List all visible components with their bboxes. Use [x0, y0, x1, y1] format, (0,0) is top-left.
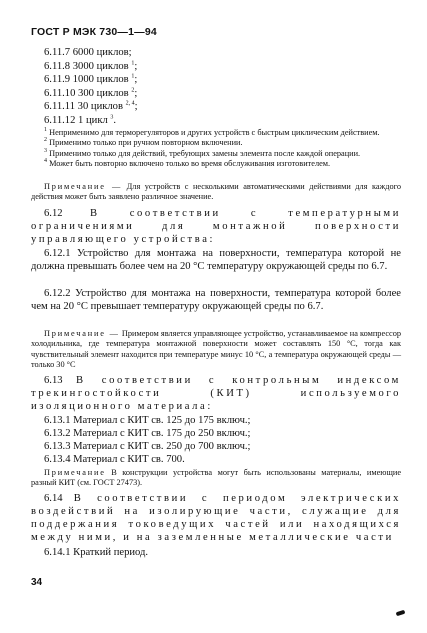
cycle-list-item	[44, 100, 138, 114]
section-6-12-1-text: Устройство для монтажа на поверхности, температура которой не должна превышать более чем на 20 °С температуру окружающей среды по 6.7.	[31, 248, 401, 273]
section-6-12-text: В соответствии с температурными ограничениями для монтажной поверхности управляющего устройства:	[31, 208, 401, 246]
cycle-item-num: 6.11.7	[44, 47, 71, 58]
footnote-num: 4	[44, 158, 47, 165]
kit-list-item	[44, 453, 414, 466]
footnotes	[31, 128, 401, 169]
cycle-item-text: 300 циклов	[78, 87, 129, 99]
kit-item-num: 6.13.1	[44, 415, 71, 426]
cycle-list-item	[44, 60, 138, 74]
cycle-item-num: 6.11.8	[44, 60, 71, 72]
cycle-item-num: 6.11.11	[44, 101, 75, 113]
kit-list-item	[44, 414, 414, 427]
section-6-13-text: В соответствии с контрольным индексом трекингостойкости (КИТ) используемого изоляционного материала:	[31, 375, 401, 413]
section-6-13	[31, 374, 401, 413]
note-3-text: В конструкции устройства могут быть использованы материалы, имеющие разный КИТ (см. ГОСТ 27473).	[31, 468, 401, 488]
footnote-ref: 2	[131, 87, 135, 94]
cycle-item-text: 30 циклов	[77, 101, 123, 113]
cycle-list	[44, 46, 138, 128]
footnote	[31, 128, 401, 138]
footnote	[31, 149, 401, 159]
cycle-item-punct: ;	[134, 60, 138, 72]
cycle-item-punct: .	[113, 114, 117, 126]
footnote-text: Применимо только при ручном повторном включении.	[49, 138, 243, 148]
section-6-14-1-text: Краткий период.	[73, 547, 149, 558]
cycle-list-item	[44, 73, 138, 87]
kit-item-num: 6.13.3	[44, 441, 71, 453]
footnote-text: Неприменимо для терморегуляторов и других устройств с быстрым циклическим действием.	[49, 128, 380, 137]
footnote	[31, 138, 401, 148]
section-6-14-1-num: 6.14.1	[44, 547, 71, 558]
cycle-list-item	[44, 114, 138, 128]
kit-item-text: Материал с КИТ св. 175 до 250 включ.;	[73, 428, 251, 440]
kit-list-item	[44, 440, 414, 453]
kit-item-text: Материал с КИТ св. 250 до 700 включ.;	[73, 441, 251, 453]
cycle-item-text: 3000 циклов	[72, 60, 129, 72]
section-6-13-num: 6.13	[44, 375, 63, 386]
kit-item-text: Материал с КИТ св. 700.	[73, 454, 185, 466]
page-number: 34	[31, 577, 43, 588]
cycle-item-text: 6000 циклов;	[72, 47, 132, 58]
kit-item-num: 6.13.2	[44, 428, 71, 440]
note-1-text: Для устройств с несколькими автоматическими действиями для каждого действия может быть заявлено различное значение.	[31, 182, 401, 202]
section-6-12-2-num: 6.12.2	[44, 288, 71, 299]
note-1-label: Примечание —	[44, 182, 123, 191]
note-2	[31, 329, 401, 370]
section-6-12-num: 6.12	[44, 208, 63, 219]
cycle-item-punct: ;	[134, 87, 138, 99]
section-6-14-text: В соответствии с периодом электрических воздействий на изолирующие части, служащие для поддержания токоведущих частей или находящихся между ними, и на заземленные металлические части	[31, 493, 402, 544]
note-3	[31, 468, 401, 489]
cycle-item-text: 1 цикл	[78, 114, 108, 126]
footnote	[31, 159, 401, 169]
footnote-ref: 1	[131, 60, 135, 67]
footnote-text: Применимо только для действий, требующих замены элемента после каждой операции.	[49, 148, 361, 158]
kit-list	[44, 414, 414, 466]
cycle-item-num: 6.11.9	[44, 74, 71, 86]
ink-mark	[396, 610, 406, 617]
section-6-14-1	[31, 546, 401, 559]
footnote-num: 1	[44, 127, 47, 134]
section-6-14-num: 6.14	[44, 493, 63, 504]
kit-item-text: Материал с КИТ св. 125 до 175 включ.;	[73, 415, 251, 426]
cycle-item-punct: ;	[134, 101, 138, 113]
document-header: ГОСТ Р МЭК 730—1—94	[31, 26, 157, 38]
footnote-num: 2	[44, 137, 47, 144]
kit-item-num: 6.13.4	[44, 454, 71, 466]
footnote-ref: 2, 4	[125, 100, 135, 107]
section-6-12-1	[31, 247, 401, 273]
note-3-label: Примечание	[44, 468, 106, 477]
footnote-ref: 3	[110, 114, 114, 121]
footnote-text: Может быть повторно включено только во время обслуживания изготовителем.	[49, 158, 331, 168]
note-2-text: Примером является управляющее устройство, устанавливаемое на компрессор холодильника, где температура монтажной поверхности может составлять 150 °С, тогда как чувствительный элемент находится при температуре минус 10 °С, а температура окружающей среды — только 30 °С	[31, 329, 402, 369]
section-6-12-2	[31, 287, 401, 313]
note-1	[31, 182, 401, 203]
footnote-ref: 1	[131, 73, 135, 80]
section-6-12-2-text: Устройство для монтажа на поверхности, температура которой более чем на 20 °С превышает температуру окружающей среды по 6.7.	[31, 288, 401, 313]
cycle-item-punct: ;	[134, 74, 138, 86]
kit-list-item	[44, 427, 414, 440]
cycle-list-item	[44, 46, 138, 60]
cycle-item-num: 6.11.10	[44, 87, 76, 99]
cycle-item-num: 6.11.12	[44, 114, 76, 126]
footnote-num: 3	[44, 147, 47, 154]
section-6-12	[31, 207, 401, 246]
cycle-item-text: 1000 циклов	[72, 74, 129, 86]
section-6-14	[31, 492, 401, 544]
note-2-label: Примечание —	[44, 329, 120, 338]
cycle-list-item	[44, 87, 138, 101]
section-6-12-1-num: 6.12.1	[44, 248, 71, 259]
